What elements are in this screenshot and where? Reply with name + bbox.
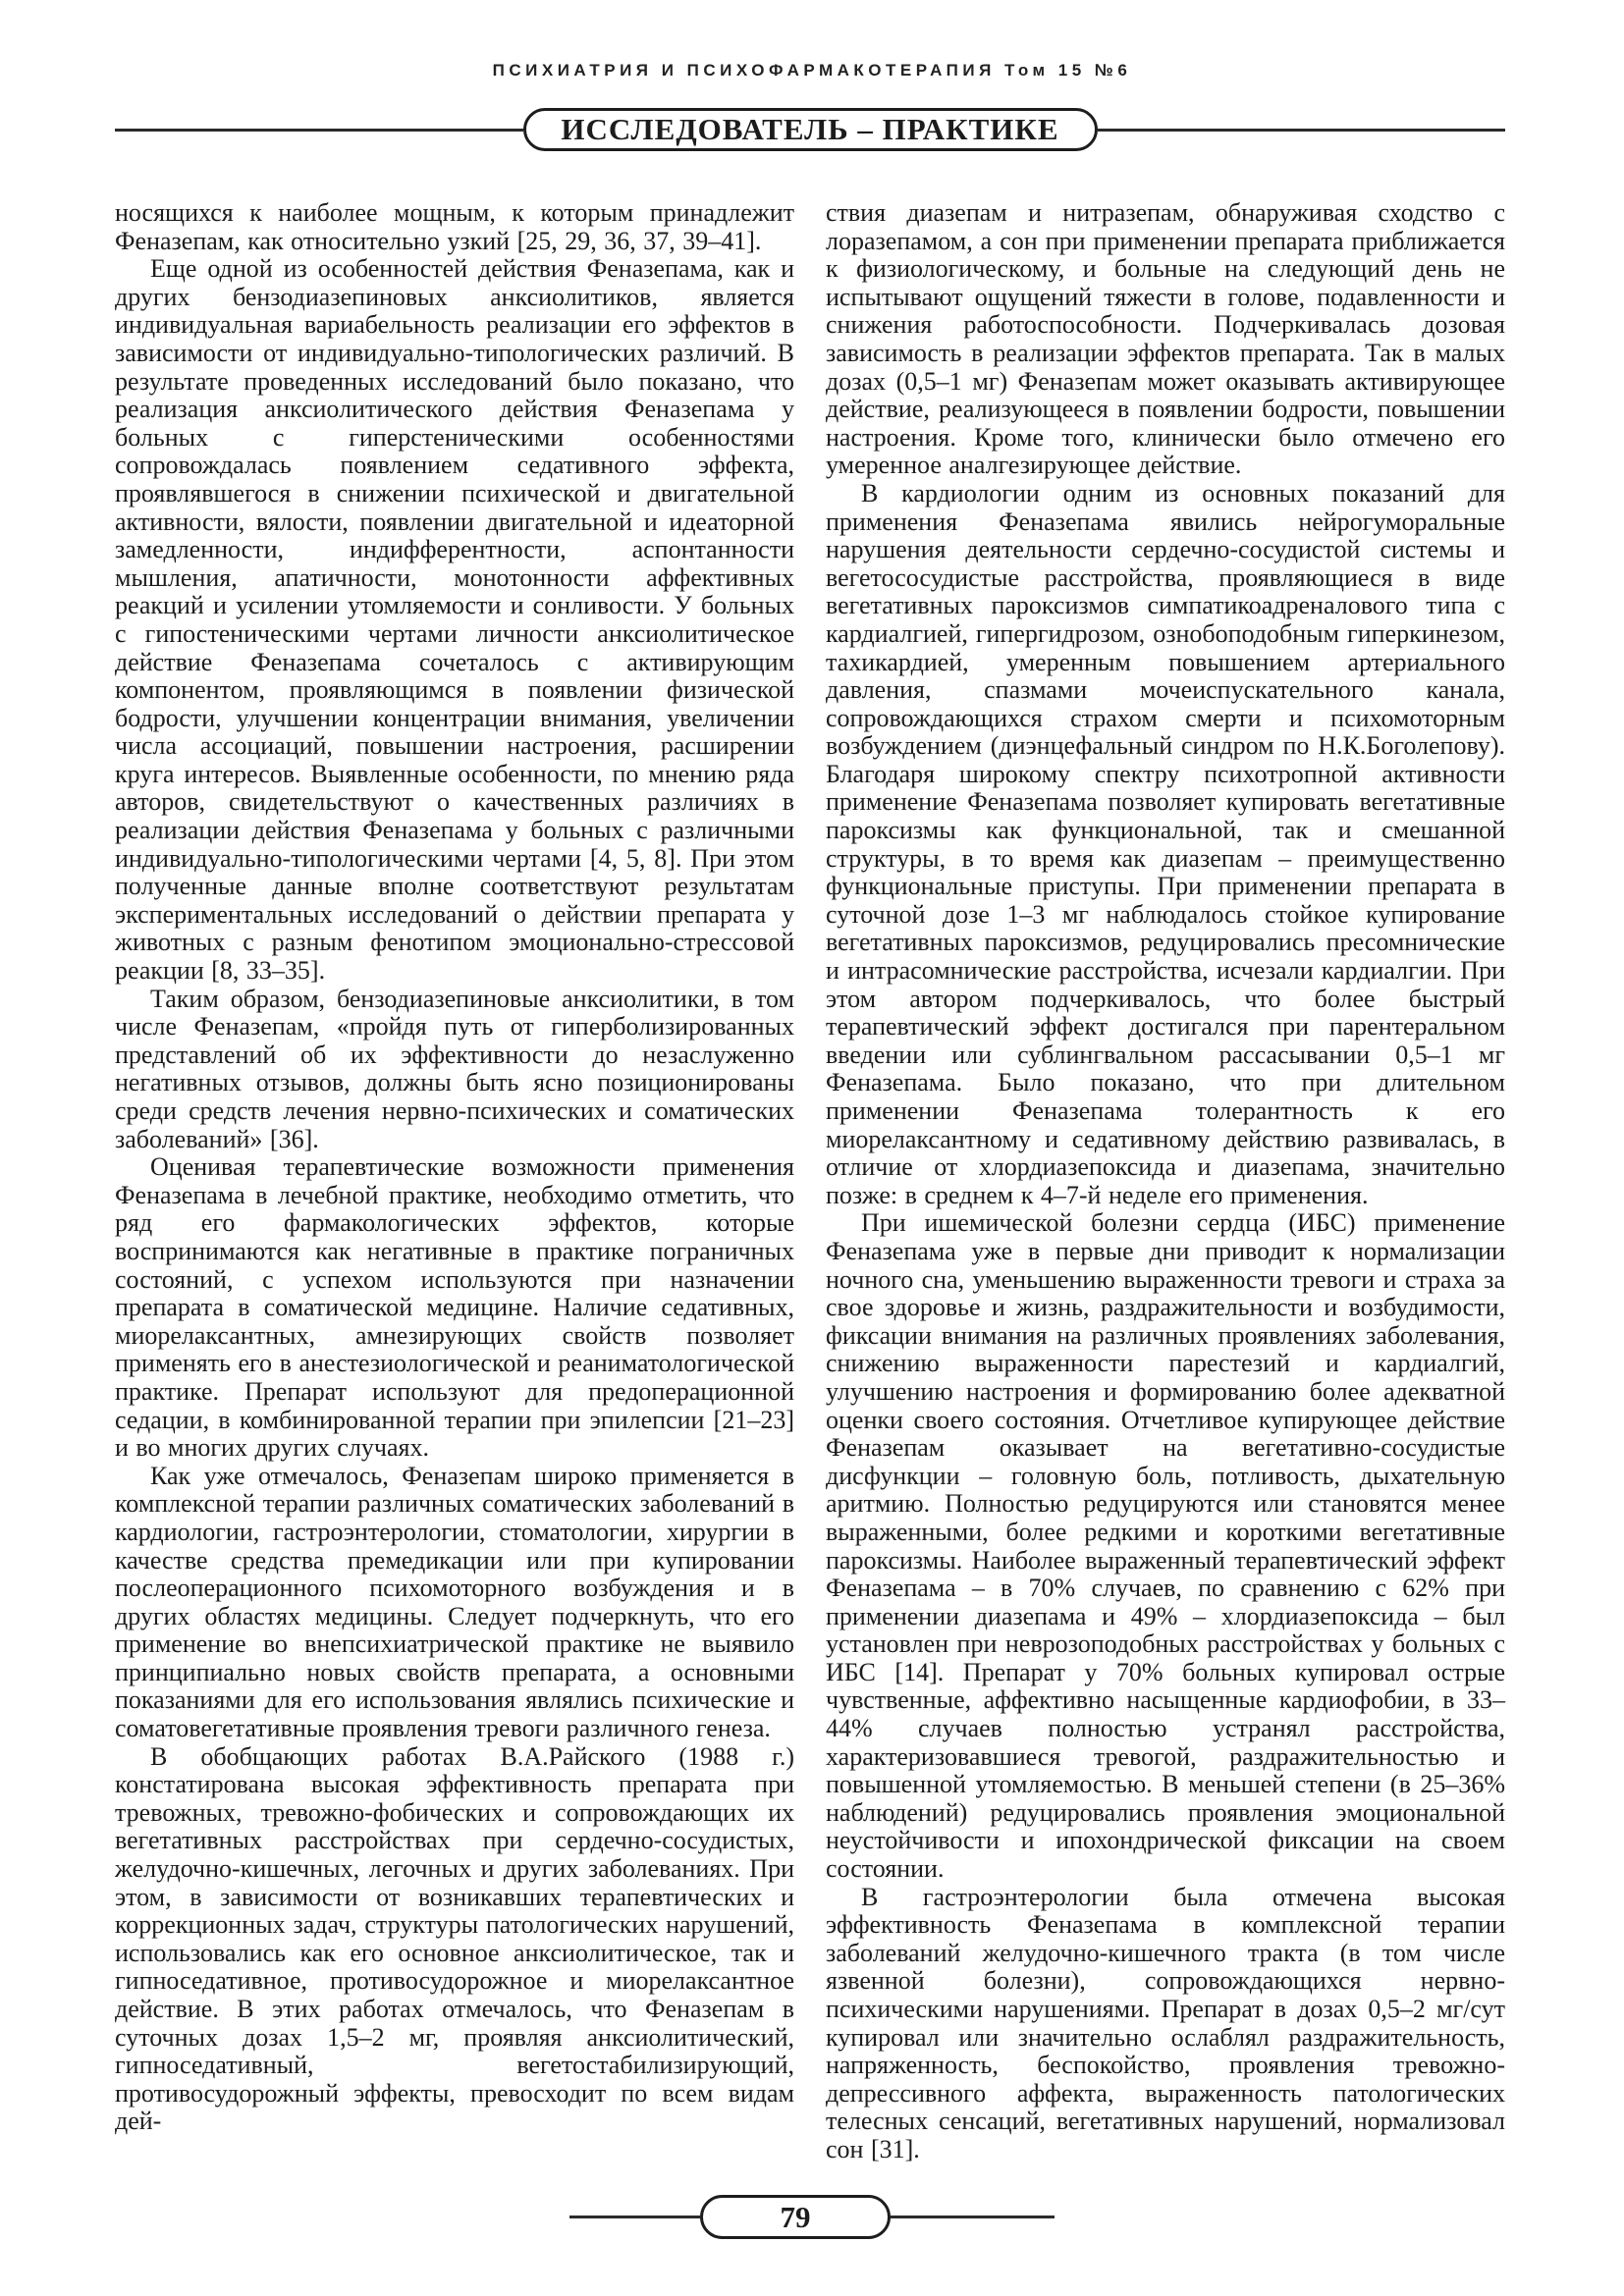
page-footer (0, 2195, 1624, 2239)
section-banner: ИССЛЕДОВАТЕЛЬ – ПРАКТИКЕ (523, 108, 1098, 151)
column-left (115, 199, 794, 2164)
banner-rule-right (1098, 129, 1506, 132)
paragraph: Еще одной из особенностей действия Феназепама, как и других бензодиазепиновых анксиолитиков, является индивидуальная вариабельность реализации его эффектов в зависимости от индивидуально-типологических различий. В результате проведенных исследований было показано, что реализация анксиолитического действия Феназепама у больных с гиперстеническими особенностями сопровождалась появлением седативного эффекта, проявлявшегося в снижении психической и двигательной активности, вялости, появлении двигательной и идеаторной замедленности, индифферентности, аспонтанности мышления, апатичности, монотонности аффективных реакций и усилении утомляемости и сонливости. У больных с гипостеническими чертами личности анксиолитическое действие Феназепама сочеталось с активирующим компонентом, проявляющимся в появлении физической бодрости, улучшении концентрации внимания, увеличении числа ассоциаций, повышении настроения, расширении круга интересов. Выявленные особенности, по мнению ряда авторов, свидетельствуют о качественных различиях в реализации действия Феназепама у больных с различными индивидуально-типологическими чертами [4, 5, 8]. При этом полученные данные вполне соответствуют результатам экспериментальных исследований о действии препарата у животных с разным фенотипом эмоционально-стрессовой реакции [8, 33–35]. (115, 254, 794, 986)
page-number-badge: 79 (700, 2195, 891, 2239)
paragraph: ствия диазепам и нитразепам, обнаруживая сходство с лоразепамом, а сон при применении препарата приближается к физиологическому, и больные на следующий день не испытывают ощущений тяжести в голове, подавленности и снижения работоспособности. Подчеркивалась дозовая зависимость в реализации эффектов препарата. Так в малых дозах (0,5–1 мг) Феназепам может оказывать активирующее действие, реализующееся в появлении бодрости, повышении настроения. Кроме того, клинически было отмечено его умеренное аналгезирующее действие. (826, 198, 1505, 480)
banner-rule-left (115, 129, 523, 132)
footer-rule-left (569, 2216, 700, 2218)
paragraph: Как уже отмечалось, Феназепам широко применяется в комплексной терапии различных соматических заболеваний в кардиологии, гастроэнтерологии, стоматологии, хирургии в качестве средства премедикации или при купировании послеоперационного психомоторного возбуждения и в других областях медицины. Следует подчеркнуть, что его применение во внепсихиатрической практике не выявило принципиально новых свойств препарата, а основными показаниями для его использования являлись психические и соматовегетативные проявления тревоги различного генеза. (115, 1461, 794, 1743)
paragraph: В гастроэнтерологии была отмечена высокая эффективность Феназепама в комплексной терапии заболеваний желудочно-кишечного тракта (в том числе язвенной болезни), сопровождающихся нервно-психическими нарушениями. Препарат в дозах 0,5–2 мг/сут купировал или значительно ослаблял раздражительность, напряженность, беспокойство, проявления тревожно-депрессивного аффекта, выраженность патологических телесных сенсаций, вегетативных нарушений, нормализовал сон [31]. (826, 1882, 1505, 2163)
journal-title: ПСИХИАТРИЯ И ПСИХОФАРМАКОТЕРАПИЯ Том 15 №6 (492, 61, 1132, 80)
section-banner-row (115, 108, 1505, 151)
paragraph: носящихся к наиболее мощным, к которым принадлежит Феназепам, как относительно узкий [25, 29, 36, 37, 39–41]. (115, 198, 794, 255)
paragraph: Оценивая терапевтические возможности применения Феназепама в лечебной практике, необходимо отметить, что ряд его фармакологических эффектов, которые воспринимаются как негативные в практике пограничных состояний, с успехом используются при назначении препарата в соматической медицине. Наличие седативных, миорелаксантных, амнезирующих свойств позволяет применять его в анестезиологической и реаниматологической практике. Препарат используют для предоперационной седации, в комбинированной терапии при эпилепсии [21–23] и во многих других случаях. (115, 1152, 794, 1463)
paragraph: Таким образом, бензодиазепиновые анксиолитики, в том числе Феназепам, «пройдя путь от гиперболизированных представлений об их эффективности до незаслуженно негативных отзывов, должны быть ясно позиционированы среди средств лечения нервно-психических и соматических заболеваний» [36]. (115, 984, 794, 1153)
text-columns (115, 199, 1505, 2164)
column-right (826, 199, 1505, 2164)
paragraph: В обобщающих работах В.А.Райского (1988 г.) констатирована высокая эффективность препарата при тревожных, тревожно-фобических и сопровождающих их вегетативных расстройствах при сердечно-сосудистых, желудочно-кишечных, легочных и других заболеваниях. При этом, в зависимости от возникавших терапевтических и коррекционных задач, структуры патологических нарушений, использовались как его основное анксиолитическое, так и гипноседативное, противосудорожное и миорелаксантное действие. В этих работах отмечалось, что Феназепам в суточных дозах 1,5–2 мг, проявляя анксиолитический, гипноседативный, вегетостабилизирующий, противосудорожный эффекты, превосходит по всем видам дей- (115, 1741, 794, 2136)
paragraph: В кардиологии одним из основных показаний для применения Феназепама явились нейрогуморальные нарушения деятельности сердечно-сосудистой системы и вегетососудистые расстройства, проявляющиеся в виде вегетативных пароксизмов симпатикоадреналового типа с кардиалгией, гипергидрозом, ознобоподобным гиперкинезом, тахикардией, умеренным повышением артериального давления, спазмами мочеиспускательного канала, сопровождающихся страхом смерти и психомоторным возбуждением (диэнцефальный синдром по Н.К.Боголепову). Благодаря широкому спектру психотропной активности применение Феназепама позволяет купировать вегетативные пароксизмы как функциональной, так и смешанной структуры, в то время как диазепам – преимущественно функциональные приступы. При применении препарата в суточной дозе 1–3 мг наблюдалось стойкое купирование вегетативных пароксизмов, редуцировались пресомнические и интрасомнические расстройства, исчезали кардиалгии. При этом автором подчеркивалось, что более быстрый терапевтический эффект достигался при парентеральном введении или сублингвальном рассасывании 0,5–1 мг Феназепама. Было показано, что при длительном применении Феназепама толерантность к его миорелаксантному и седативному действию развивалась, в отличие от хлордиазепоксида и диазепама, значительно позже: в среднем к 4–7-й неделе его применения. (826, 478, 1505, 1209)
paragraph: При ишемической болезни сердца (ИБС) применение Феназепама уже в первые дни приводит к нормализации ночного сна, уменьшению выраженности тревоги и страха за свое здоровье и жизнь, раздражительности и возбудимости, фиксации внимания на различных проявлениях заболевания, снижению выраженности парестезий и кардиалгий, улучшению настроения и формированию более адекватной оценки своего состояния. Отчетливое купирующее действие Феназепам оказывает на вегетативно-сосудистые дисфункции – головную боль, потливость, дыхательную аритмию. Полностью редуцируются или становятся менее выраженными, более редкими и короткими вегетативные пароксизмы. Наиболее выраженный терапевтический эффект Феназепама – в 70% случаев, по сравнению с 62% при применении диазепама и 49% – хлордиазепоксида – был установлен при неврозоподобных расстройствах у больных с ИБС [14]. Препарат у 70% больных купировал острые чувственные, аффективно насыщенные кардиофобии, в 33–44% случаев полностью устранял расстройства, характеризовавшиеся тревогой, раздражительностью и повышенной утомляемостью. В меньшей степени (в 25–36% наблюдений) редуцировались проявления эмоциональной неустойчивости и ипохондрической фиксации на своем состоянии. (826, 1208, 1505, 1884)
footer-rule-right (891, 2216, 1055, 2218)
